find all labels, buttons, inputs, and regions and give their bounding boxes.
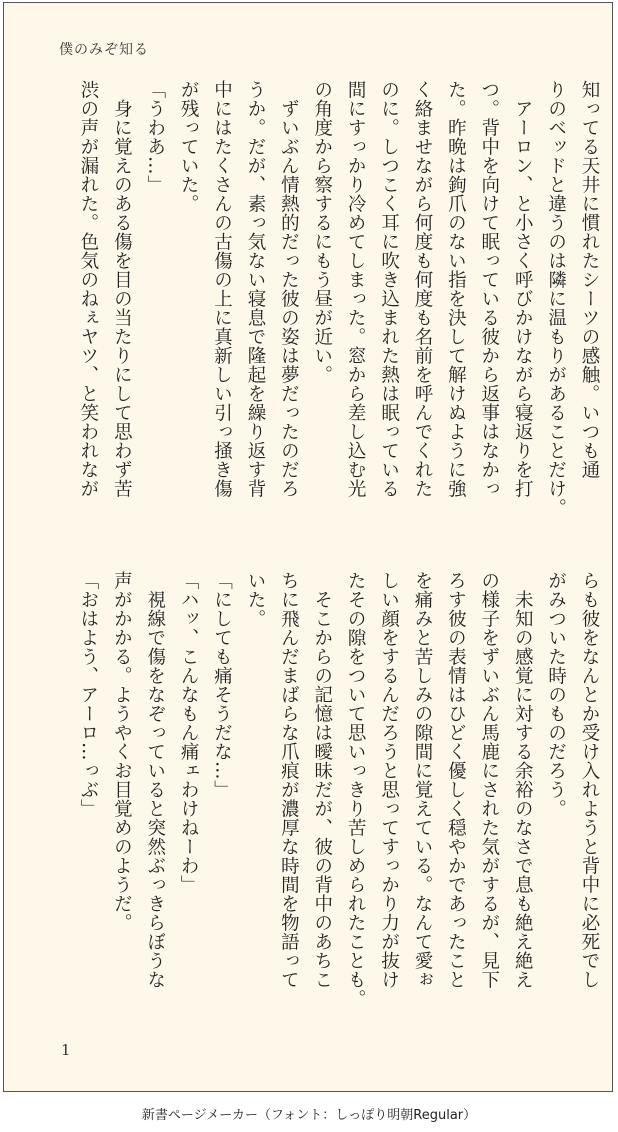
text-line: いた。 — [244, 571, 266, 628]
text-line: がみついた時のものだろう。 — [545, 571, 567, 818]
text-line: 渋の声が漏れた。色気のねぇヤツ、と笑われなが — [77, 80, 99, 498]
text-line: のに。しつこく耳に吹き込まれた熱は眠っている — [378, 80, 400, 498]
text-line: 間にすっかり冷めてしまった。窓から差し込む光 — [345, 80, 367, 498]
text-line: うか。だが、素っ気ない寝息で隆起を繰り返す背 — [244, 80, 266, 498]
book-page — [3, 2, 613, 1092]
footer-credit: 新書ページメーカー（フォント：しっぽり明朝Regular） — [141, 1108, 477, 1123]
text-line: の角度から察するにもう昼が近い。 — [311, 80, 333, 384]
text-line: の様子をずいぶん馬鹿にされた気がするが、見下 — [478, 571, 500, 989]
text-line: 視線で傷をなぞっていると突然ぶっきらぼうな — [144, 571, 166, 989]
page-number: 1 — [61, 1041, 71, 1059]
text-line: たその隙をついて思いっきり苦しめられたことも。 — [345, 571, 367, 1008]
text-line: く絡ませながら何度も何度も名前を呼んでくれた — [411, 80, 433, 498]
upper-text-block — [51, 80, 606, 530]
lower-text-block — [51, 571, 606, 1021]
text-line: しい顔をするんだろうと思ってすっかり力が抜け — [378, 571, 400, 989]
text-line: 「おはよう、アーロ…っぶ」 — [77, 571, 99, 818]
text-line: 「ハッ、こんなもん痛ェわけねーわ」 — [178, 571, 200, 894]
text-line: 中にはたくさんの古傷の上に真新しい引っ掻き傷 — [211, 80, 233, 498]
text-line: アーロン、と小さく呼びかけながら寝返りを打 — [512, 80, 534, 498]
text-line: が残っていた。 — [178, 80, 200, 213]
text-line: りのベッドと違うのは隣に温もりがあることだけ。 — [545, 80, 567, 517]
text-line: 身に覚えのある傷を目の当たりにして思わず苦 — [111, 80, 133, 498]
page-title: 僕のみぞ知る — [59, 42, 149, 58]
text-line: た。昨晩は鉤爪のない指を決して解けぬように強 — [445, 80, 467, 498]
text-line: 「にしても痛そうだな…」 — [211, 571, 233, 799]
text-line: 未知の感覚に対する余裕のなさで息も絶え絶え — [512, 571, 534, 989]
text-line: 知ってる天井に慣れたシーツの感触。いつも通 — [579, 80, 600, 479]
text-line: ずいぶん情熱的だった彼の姿は夢だったのだろ — [278, 80, 300, 498]
text-line: そこからの記憶は曖昧だが、彼の背中のあちこ — [311, 571, 333, 989]
text-line: 「うわあ…」 — [144, 80, 166, 194]
text-line: を痛みと苦しみの隙間に覚えている。なんて愛ぉ — [411, 571, 433, 989]
text-line: つ。背中を向けて眠っている彼から返事はなかっ — [478, 80, 500, 498]
text-line: ろす彼の表情はひどく優しく穏やかであったこと — [445, 571, 467, 989]
text-line: らも彼をなんとか受け入れようと背中に必死でし — [579, 571, 600, 989]
text-line: 声がかかる。ようやくお目覚めのようだ。 — [111, 571, 133, 932]
text-line: ちに飛んだまばらな爪痕が濃厚な時間を物語って — [278, 571, 300, 989]
